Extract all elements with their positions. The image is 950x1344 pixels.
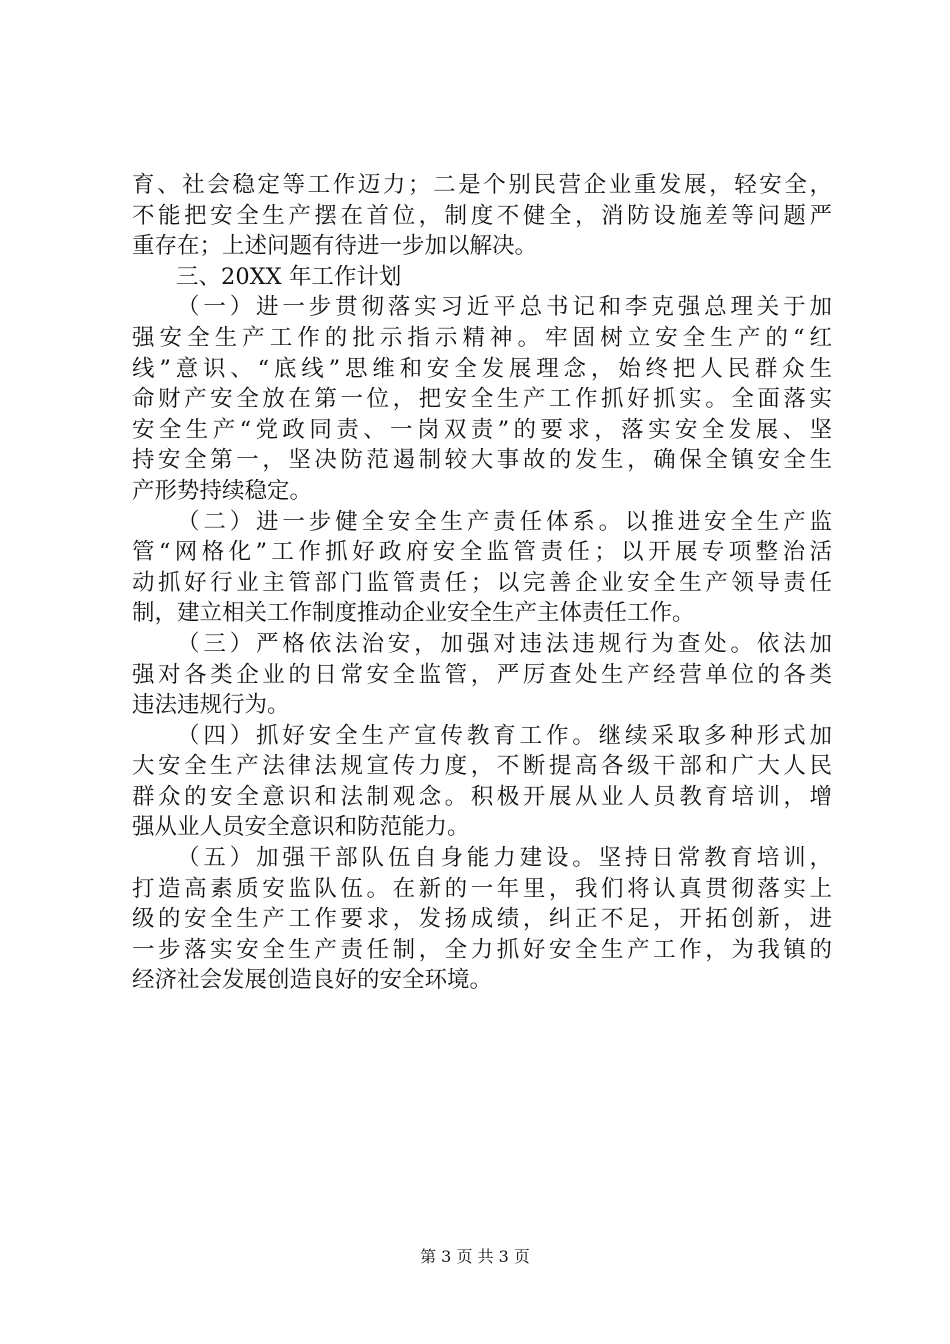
text-line: 线”意识、“底线”思维和安全发展理念，始终把人民群众生 bbox=[132, 355, 832, 382]
text-line: 安全生产“党政同责、一岗双责”的要求，落实安全发展、坚 bbox=[132, 416, 832, 443]
text-line: 强对各类企业的日常安全监管，严厉查处生产经营单位的各类 bbox=[132, 661, 832, 688]
text-line: 重存在；上述问题有待进一步加以解决。 bbox=[132, 233, 538, 260]
text-line: 强从业人员安全意识和防范能力。 bbox=[132, 814, 470, 841]
document-body bbox=[132, 170, 832, 996]
text-line: 持安全第一，坚决防范遏制较大事故的发生，确保全镇安全生 bbox=[132, 447, 832, 474]
text-line: 强安全生产工作的批示指示精神。牢固树立安全生产的“红 bbox=[132, 324, 832, 351]
text-line: 一步落实安全生产责任制，全力抓好安全生产工作，为我镇的 bbox=[132, 936, 832, 963]
text-line: 产形势持续稳定。 bbox=[132, 477, 313, 504]
paragraph-item-5 bbox=[132, 843, 832, 996]
text-line: 违法违规行为。 bbox=[132, 692, 290, 719]
text-line: 不能把安全生产摆在首位，制度不健全，消防设施差等问题严 bbox=[132, 202, 832, 229]
text-line: 群众的安全意识和法制观念。积极开展从业人员教育培训，增 bbox=[132, 783, 832, 810]
text-line: （三）严格依法治安，加强对违法违规行为查处。依法加 bbox=[177, 630, 832, 657]
text-line: （四）抓好安全生产宣传教育工作。继续采取多种形式加 bbox=[177, 722, 832, 749]
text-line: 命财产安全放在第一位，把安全生产工作抓好抓实。全面落实 bbox=[132, 386, 832, 413]
text-line: 级的安全生产工作要求，发扬成绩，纠正不足，开拓创新，进 bbox=[132, 906, 832, 933]
text-line: 大安全生产法律法规宣传力度，不断提高各级干部和广大人民 bbox=[132, 753, 832, 780]
text-line: （二）进一步健全安全生产责任体系。以推进安全生产监 bbox=[177, 508, 832, 535]
text-line: 制，建立相关工作制度推动企业安全生产主体责任工作。 bbox=[132, 600, 695, 627]
text-line: 打造高素质安监队伍。在新的一年里，我们将认真贯彻落实上 bbox=[132, 875, 832, 902]
text-line: 经济社会发展创造良好的安全环境。 bbox=[132, 967, 493, 994]
page-number-footer: 第 3 页 共 3 页 bbox=[420, 1247, 530, 1266]
paragraph-item-3 bbox=[132, 629, 832, 721]
text-line: 管“网格化”工作抓好政府安全监管责任；以开展专项整治活 bbox=[132, 539, 832, 566]
paragraph-item-4 bbox=[132, 721, 832, 843]
paragraph-continuation bbox=[132, 170, 832, 262]
text-line: 育、社会稳定等工作迈力；二是个别民营企业重发展，轻安全， bbox=[132, 172, 832, 198]
text-line: 动抓好行业主管部门监管责任；以完善企业安全生产领导责任 bbox=[132, 569, 832, 596]
text-line: （五）加强干部队伍自身能力建设。坚持日常教育培训， bbox=[177, 845, 832, 872]
paragraph-item-2 bbox=[132, 507, 832, 629]
text-line: （一）进一步贯彻落实习近平总书记和李克强总理关于加 bbox=[177, 294, 832, 321]
paragraph-item-1 bbox=[132, 292, 832, 506]
section-heading: 三、20XX 年工作计划 bbox=[176, 263, 402, 290]
